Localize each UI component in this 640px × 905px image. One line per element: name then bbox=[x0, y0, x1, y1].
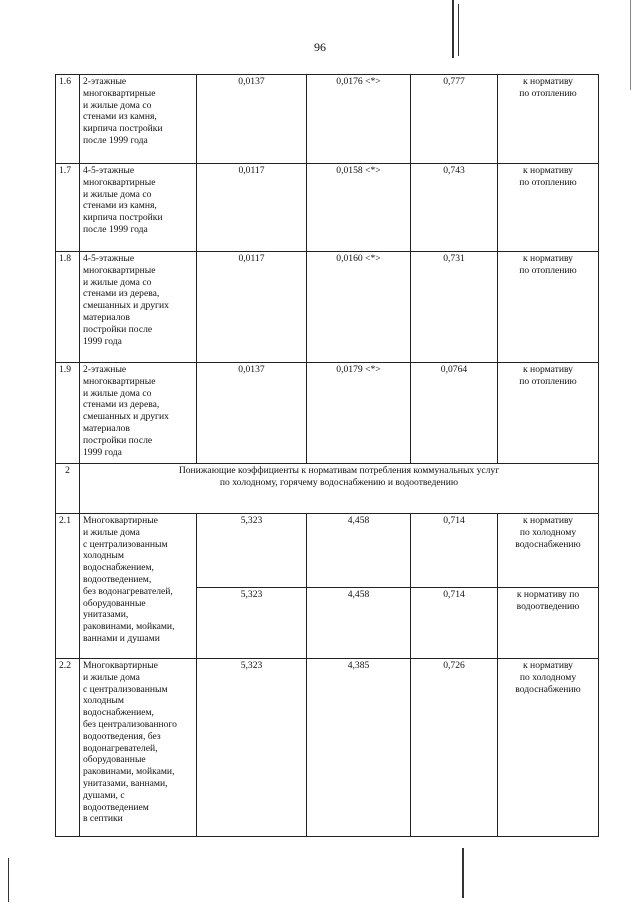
applies-to-cell: к нормативу по отоплению bbox=[498, 363, 599, 464]
row-number: 2.2 bbox=[56, 659, 80, 837]
value-cell: 0,0137 bbox=[197, 363, 307, 464]
section-title: Понижающие коэффициенты к нормативам потребления коммунальных услуг по холодному, горячему водоснабжению и водоотведению bbox=[80, 464, 599, 514]
applies-to-cell: к нормативу по отоплению bbox=[498, 252, 599, 363]
value-cell: 0,0117 bbox=[197, 164, 307, 252]
table-row bbox=[56, 363, 599, 464]
value-cell: 0,0160 <*> bbox=[307, 252, 411, 363]
table-row bbox=[56, 164, 599, 252]
value-cell: 0,0179 <*> bbox=[307, 363, 411, 464]
value-cell: 4,385 bbox=[307, 659, 411, 837]
coefficient-cell: 0,714 bbox=[411, 514, 498, 588]
coefficients-table bbox=[55, 74, 599, 837]
row-number: 1.6 bbox=[56, 75, 80, 164]
coefficient-cell: 0,0764 bbox=[411, 363, 498, 464]
applies-to-cell: к нормативу по холодному водоснабжению bbox=[498, 659, 599, 837]
applies-to-cell: к нормативу по холодному водоснабжению bbox=[498, 514, 599, 588]
value-cell: 4,458 bbox=[307, 514, 411, 588]
coefficient-cell: 0,726 bbox=[411, 659, 498, 837]
value-cell: 0,0137 bbox=[197, 75, 307, 164]
table-row bbox=[56, 514, 599, 588]
section-header-row bbox=[56, 464, 599, 514]
row-number: 2.1 bbox=[56, 514, 80, 659]
building-description: Многоквартирные и жилые дома с централизованным холодным водоснабжением, водоотведением, без водонагревателей, оборудованные унитазами, раковинами, мойками, ваннами и душами bbox=[80, 514, 197, 659]
value-cell: 5,323 bbox=[197, 659, 307, 837]
page-number: 96 bbox=[314, 40, 326, 54]
table-row bbox=[56, 252, 599, 363]
section-number: 2 bbox=[56, 464, 80, 514]
building-description: 2-этажные многоквартирные и жилые дома со стенами из камня, кирпича постройки после 1999 года bbox=[80, 75, 197, 164]
building-description: 4-5-этажные многоквартирные и жилые дома со стенами из камня, кирпича постройки после 1999 года bbox=[80, 164, 197, 252]
row-number: 1.9 bbox=[56, 363, 80, 464]
value-cell: 0,0117 bbox=[197, 252, 307, 363]
table-row bbox=[56, 659, 599, 837]
coefficient-cell: 0,731 bbox=[411, 252, 498, 363]
coefficient-cell: 0,777 bbox=[411, 75, 498, 164]
building-description: 2-этажные многоквартирные и жилые дома со стенами из дерева, смешанных и других материалов постройки после 1999 года bbox=[80, 363, 197, 464]
coefficient-cell: 0,714 bbox=[411, 588, 498, 659]
scan-artifact bbox=[630, 0, 631, 90]
coefficient-cell: 0,743 bbox=[411, 164, 498, 252]
applies-to-cell: к нормативу по водоотведению bbox=[498, 588, 599, 659]
row-number: 1.7 bbox=[56, 164, 80, 252]
scan-artifact bbox=[452, 0, 454, 58]
applies-to-cell: к нормативу по отоплению bbox=[498, 75, 599, 164]
scan-artifact bbox=[8, 858, 9, 902]
scan-artifact bbox=[462, 848, 464, 898]
scan-artifact bbox=[458, 4, 459, 56]
building-description: 4-5-этажные многоквартирные и жилые дома со стенами из дерева, смешанных и других материалов постройки после 1999 года bbox=[80, 252, 197, 363]
value-cell: 0,0176 <*> bbox=[307, 75, 411, 164]
table-row bbox=[56, 75, 599, 164]
value-cell: 4,458 bbox=[307, 588, 411, 659]
row-number: 1.8 bbox=[56, 252, 80, 363]
building-description: Многоквартирные и жилые дома с централизованным холодным водоснабжением, без централизованного водоотведения, без водонагревателей, оборудованные раковинами, мойками, унитазами, ваннами, душами, с водоотведением в септики bbox=[80, 659, 197, 837]
value-cell: 5,323 bbox=[197, 514, 307, 588]
value-cell: 5,323 bbox=[197, 588, 307, 659]
value-cell: 0,0158 <*> bbox=[307, 164, 411, 252]
applies-to-cell: к нормативу по отоплению bbox=[498, 164, 599, 252]
